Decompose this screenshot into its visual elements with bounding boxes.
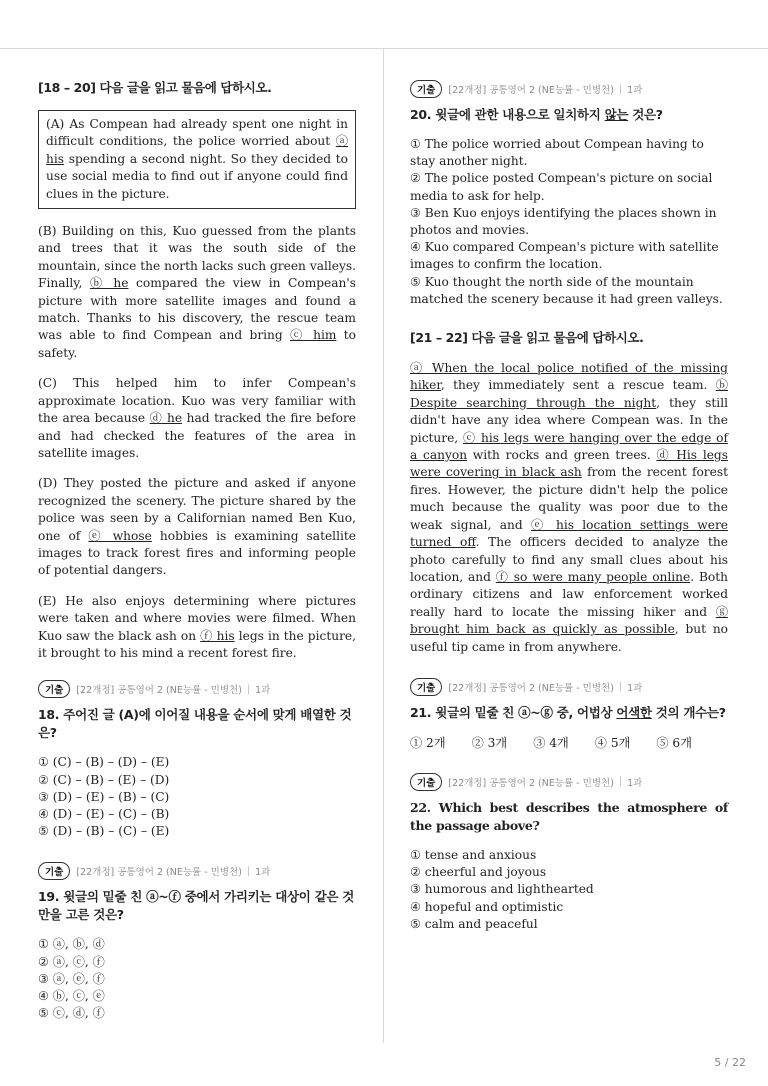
underline-a: ⓐ When the local police notified of the missing hiker	[410, 361, 728, 393]
option[interactable]: ② The police posted Compean's picture on social media to ask for help.	[410, 171, 713, 203]
question-18-options	[38, 754, 356, 840]
option[interactable]: ⑤ ⓒ, ⓓ, ⓕ	[38, 1006, 105, 1021]
option[interactable]: ④ Kuo compared Compean's picture with satellite images to confirm the location.	[410, 240, 719, 272]
question-19-options	[38, 936, 356, 1022]
question-22-title: 22. Which best describes the atmosphere of the passage above?	[410, 799, 728, 833]
option[interactable]: ① tense and anxious	[410, 847, 537, 862]
underline-d: ⓓ His legs were covering in black ash	[410, 448, 728, 480]
top-rule	[0, 48, 768, 49]
question-22-options	[410, 847, 728, 933]
passage-21-22: ⓐ When the local police notified of the missing hiker, they immediately sent a rescue team. ⓑ Despite searching through the night, they still didn't have any idea where Compean was. In the picture, ⓒ his legs were hanging over the edge of a canyon with rocks and green trees. ⓓ His legs were covering in black ash from the recent forest fires. However, the picture didn't help the police much because the quality was poor due to the weak signal, and ⓔ his location settings were turned off. The officers decided to analyze the photo carefully to find any small clues about his location, and ⓕ so were many people online. Both ordinary citizens and law enforcement worked really hard to locate the missing hiker and ⓖ brought him back as quickly as possible, but no useful tip came in from anywhere.	[410, 361, 729, 654]
question-tag	[410, 773, 728, 791]
right-column	[410, 80, 728, 955]
option[interactable]: ① 2개	[410, 735, 446, 750]
option[interactable]: ④ hopeful and optimistic	[410, 899, 564, 914]
source-label: [22개정] 공통영어 2 (NE능률 - 민병천)	[76, 685, 242, 697]
option[interactable]: ① ⓐ, ⓑ, ⓓ	[38, 937, 105, 952]
question-tag	[410, 80, 728, 98]
lesson-label: 1과	[627, 777, 643, 789]
option[interactable]: ⑤ calm and peaceful	[410, 916, 538, 931]
underline-f: ⓕ so were many people online	[495, 569, 691, 584]
source-label: [22개정] 공통영어 2 (NE능률 - 민병천)	[448, 682, 614, 694]
option[interactable]: ④ (D) – (E) – (C) – (B)	[38, 806, 170, 821]
column-divider	[383, 48, 384, 1043]
source-label: [22개정] 공통영어 2 (NE능률 - 민병천)	[448, 85, 614, 96]
page-number: 5 / 22	[714, 1056, 746, 1069]
past-exam-badge: 기출	[38, 862, 70, 880]
past-exam-badge: 기출	[410, 678, 442, 696]
question-18-title: 18. 주어진 글 (A)에 이어질 내용을 순서에 맞게 배열한 것은?	[38, 707, 352, 741]
paragraph-e: (E) He also enjoys determining where pictures were taken and where movies were filmed. When Kuo saw the black ash on ⓕ his legs in the picture, it brought to his mind a recent forest fire.	[38, 593, 356, 660]
option[interactable]: ③ 4개	[533, 735, 569, 750]
option[interactable]: ③ Ben Kuo enjoys identifying the places shown in photos and movies.	[410, 205, 717, 238]
option[interactable]: ③ humorous and lighthearted	[410, 882, 594, 897]
option[interactable]: ③ ⓐ, ⓔ, ⓕ	[38, 971, 105, 986]
underline-e: ⓔ his location settings were turned off	[410, 517, 728, 550]
tag-separator: |	[246, 683, 251, 695]
option[interactable]: ② cheerful and joyous	[410, 865, 547, 880]
option[interactable]: ① (C) – (B) – (D) – (E)	[38, 755, 170, 770]
underline-e: ⓔ whose	[88, 528, 152, 543]
option[interactable]: ⑤ Kuo thought the north side of the mountain matched the scenery because it had green valleys.	[410, 274, 723, 306]
question-tag	[410, 678, 728, 696]
underline-b: ⓑ he	[89, 276, 129, 291]
underline-g: ⓖ brought him back as quickly as possible	[410, 604, 728, 637]
section-title-18-20: [18 – 20] 다음 글을 읽고 물음에 답하시오.	[38, 80, 272, 95]
source-label: [22개정] 공통영어 2 (NE능률 - 민병천)	[76, 867, 242, 879]
tag-separator: |	[246, 865, 251, 877]
paragraph-c: (C) This helped him to infer Compean's approximate location. Kuo was very familiar with the area because ⓓ he had tracked the fire before and had checked the features of the area in satellite images.	[38, 376, 357, 460]
underline-b: ⓑ Despite searching through the night	[410, 378, 728, 410]
option[interactable]: ② 3개	[471, 735, 508, 750]
question-21-options	[410, 734, 728, 751]
paragraph-b: (B) Building on this, Kuo guessed from the plants and trees that it was the south side of the mountain, since the north lacks such green valleys. Finally, ⓑ he compared the view in Compean's picture with more satellite images and found a match. Thanks to his discovery, the rescue team was able to find Compean and bring ⓒ him to safety.	[38, 224, 356, 360]
tag-separator: |	[618, 776, 623, 788]
lesson-label: 1과	[627, 85, 643, 96]
lesson-label: 1과	[627, 682, 643, 694]
option[interactable]: ④ ⓑ, ⓒ, ⓔ	[38, 989, 105, 1003]
past-exam-badge: 기출	[38, 680, 70, 698]
option[interactable]: ⑤ (D) – (B) – (C) – (E)	[38, 824, 170, 839]
lesson-label: 1과	[255, 867, 271, 879]
past-exam-badge: 기출	[410, 773, 442, 791]
option[interactable]: ② ⓐ, ⓒ, ⓕ	[38, 954, 105, 969]
underline-d: ⓓ he	[149, 411, 183, 426]
option[interactable]: ① The police worried about Compean having to stay another night.	[410, 137, 704, 169]
past-exam-badge: 기출	[410, 80, 442, 98]
underline-c: ⓒ him	[290, 328, 337, 343]
tag-separator: |	[618, 83, 623, 95]
underline-f: ⓕ his	[200, 628, 235, 643]
question-21-title: 21. 윗글의 밑줄 친 ⓐ~ⓖ 중, 어법상 어색한 것의 개수는?	[410, 704, 726, 720]
question-19-title: 19. 윗글의 밑줄 친 ⓐ~ⓕ 중에서 가리키는 대상이 같은 것만을 고른 것은?	[38, 889, 355, 923]
lesson-label: 1과	[255, 685, 271, 697]
question-20-options	[410, 136, 728, 308]
underline-a: ⓐ his	[46, 134, 348, 166]
question-20-title: 20. 윗글에 관한 내용으로 일치하지 않는 것은?	[410, 107, 663, 122]
option[interactable]: ⑤ 6개	[656, 735, 692, 750]
option[interactable]: ② (C) – (B) – (E) – (D)	[38, 772, 170, 787]
paragraph-d: (D) They posted the picture and asked if anyone recognized the scenery. The picture shared by the police was seen by a Californian named Ben Kuo, one of ⓔ whose hobbies is examining satellite images to track forest fires and informing people of potential dangers.	[38, 476, 356, 578]
question-tag	[38, 680, 356, 698]
source-label: [22개정] 공통영어 2 (NE능률 - 민병천)	[448, 777, 614, 789]
option[interactable]: ④ 5개	[594, 735, 631, 750]
left-column	[38, 78, 356, 1044]
tag-separator: |	[618, 681, 623, 693]
section-title-21-22: [21 – 22] 다음 글을 읽고 물음에 답하시오.	[410, 330, 644, 346]
underline-c: ⓒ his legs were hanging over the edge of a canyon	[410, 430, 728, 463]
question-tag	[38, 862, 356, 880]
given-paragraph-a: (A) As Compean had already spent one night in difficult conditions, the police worried about ⓐ his spending a second night. So they decided to use social media to find out if anyone could find clues in the picture.	[38, 110, 356, 209]
option[interactable]: ③ (D) – (E) – (B) – (C)	[38, 789, 170, 804]
